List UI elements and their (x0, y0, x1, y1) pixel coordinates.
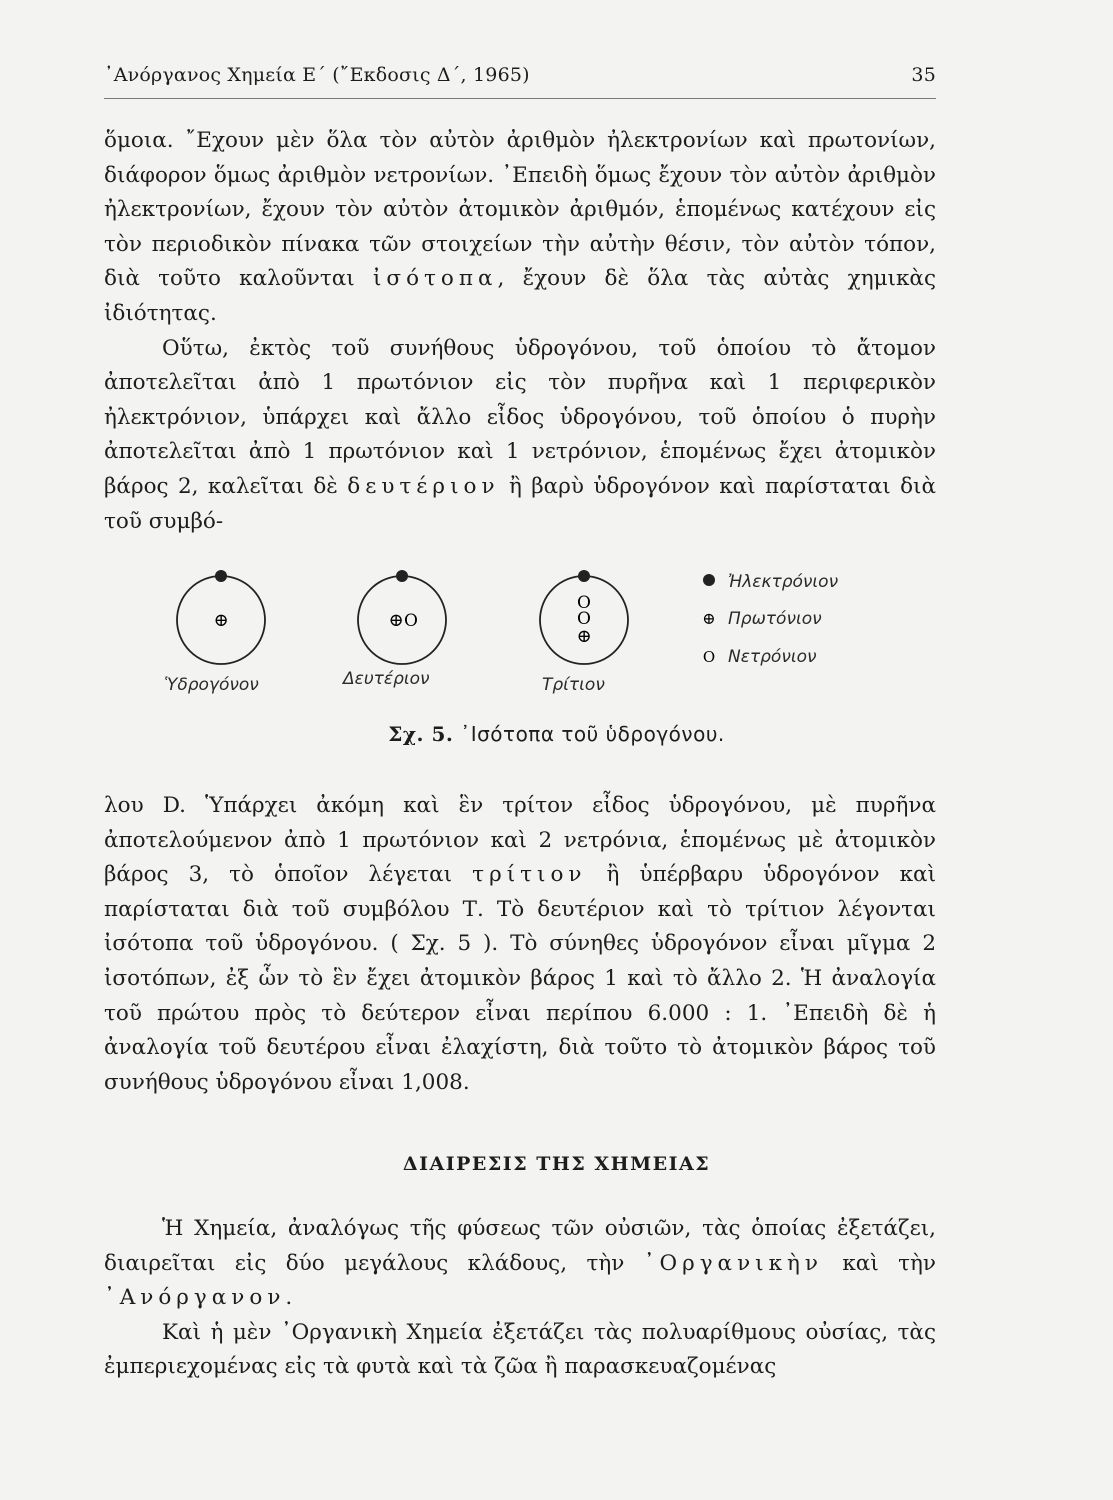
paragraph-1-text: ὅμοια. ῎Εχουν μὲν ὅλα τὸν αὐτὸν ἀριθμὸν ἠλεκτρονίων καὶ πρωτονίων, διάφορον ὅμως ἀριθμὸν νετρονίων. ᾿Επειδὴ ὅμως ἔχουν τὸν αὐτὸν ἀριθμὸν ἠλεκτρονίων, ἔχουν τὸν αὐτὸν ἀτομικὸν ἀριθμόν, ἑπομένως κατέχουν εἰς τὸν περιοδικὸν πίνακα τῶν στοιχείων τὴν αὐτὴν θέσιν, τὸν αὐτὸν τόπον, διὰ τοῦτο καλοῦνται (104, 128, 936, 292)
term-organic: ᾿Οργανικὴν (643, 1250, 823, 1276)
section-title: ΔΙΑΙΡΕΣΙΣ ΤΗΣ ΧΗΜΕΙΑΣ (402, 1153, 711, 1175)
neutron-deuterium: O (404, 611, 418, 631)
body-text-top (104, 124, 936, 539)
paragraph-2 (104, 332, 936, 540)
paragraph-2-text: Οὕτω, ἐκτὸς τοῦ συνήθους ὑδρογόνου, τοῦ ὁποίου τὸ ἄτομον ἀποτελεῖται ἀπὸ 1 πρωτόνιον εἰς τὸν πυρῆνα καὶ 1 περιφερικὸν ἠλεκτρόνιον, ὑπάρχει καὶ ἄλλο εἶδος ὑδρογόνου, τοῦ ὁποίου ὁ πυρὴν ἀποτελεῖται ἀπὸ 1 πρωτόνιον καὶ 1 νετρόνιον, ἑπομένως ἔχει ἀτομικὸν βάρος 2, καλεῖται δὲ (104, 335, 936, 499)
isotope-figure (160, 562, 900, 702)
header-rule (104, 98, 936, 99)
body-text-middle (104, 789, 936, 1100)
term-tritium: τρίτιον (472, 862, 587, 888)
paragraph-4-text: Ἡ Χημεία, ἀναλόγως τῆς φύσεως τῶν οὐσιῶν, τὰς ὁποίας ἐξετάζει, διαιρεῖται εἰς δύο μεγάλους κλάδους, τὴν (104, 1216, 936, 1276)
atom-hydrogen (164, 570, 265, 695)
paragraph-3-text: λου D. Ὑπάρχει ἀκόμη καὶ ἓν τρίτον εἶδος ὑδρογόνου, μὲ πυρῆνα ἀποτελούμενον ἀπὸ 1 πρωτόνιον καὶ 2 νετρόνια, ἑπομένως μὲ ἀτομικὸν βάρος 3, τὸ ὁποῖον λέγεται (104, 793, 936, 888)
neutron-tritium-2: O (577, 609, 591, 629)
term-deuterion: δευτέριον (347, 473, 500, 499)
paragraph-4-mid: καὶ τὴν (842, 1250, 936, 1276)
page-number: 35 (911, 64, 936, 86)
label-deuterium: Δευτέριον (343, 669, 430, 689)
legend-neutron: Νετρόνιον (728, 647, 817, 667)
label-tritium: Τρίτιον (542, 675, 605, 695)
term-isotopa: ἰσότοπα (372, 266, 498, 292)
paragraph-2-text-end: ἢ βαρὺ ὑδρογόνον καὶ παρίσταται διὰ τοῦ συμβό- (104, 473, 936, 534)
electron-hydrogen (215, 570, 227, 582)
paragraph-1-text-end: , ἔχουν δὲ ὅλα τὰς αὐτὰς χημικὰς ἰδιότητας. (104, 266, 936, 326)
legend-neutron-symbol: O (702, 648, 716, 666)
proton-deuterium: ⊕ (388, 610, 404, 631)
legend-proton-symbol: ⊕ (702, 609, 716, 628)
paragraph-4 (104, 1212, 936, 1316)
figure-caption (0, 722, 1113, 746)
label-hydrogen: Ὑδρογόνον (164, 675, 259, 695)
body-text-bottom (104, 1212, 936, 1385)
book-title: ᾿Ανόργανος Χημεία Ε΄ (῎Εκδοσις Δ΄, 1965) (104, 64, 530, 86)
atom-deuterium (341, 570, 446, 689)
legend-electron-symbol (703, 574, 715, 586)
paragraph-1 (104, 124, 936, 332)
electron-tritium (578, 570, 590, 582)
paragraph-3-text-end: ἢ ὑπέρβαρυ ὑδρογόνον καὶ παρίσταται διὰ τοῦ συμβόλου Τ. Τὸ δευτέριον καὶ τὸ τρίτιον λέγονται ἰσότοπα τοῦ ὑδρογόνου. ( Σχ. 5 ). Τὸ σύνηθες ὑδρογόνον εἶναι μῖγμα 2 ἰσοτόπων, ἐξ ὧν τὸ ἓν ἔχει ἀτομικὸν βάρος 1 καὶ τὸ ἄλλο 2. Ἡ ἀναλογία τοῦ πρώτου πρὸς τὸ δεύτερον εἶναι περίπου 6.000 : 1. ᾿Επειδὴ δὲ ἡ ἀναλογία τοῦ δευτέρου εἶναι ἐλαχίστη, διὰ τοῦτο τὸ ἀτομικὸν βάρος τοῦ συνήθους ὑδρογόνου εἶναι 1,008. (104, 862, 937, 1095)
figure-legend (702, 572, 838, 667)
caption-text: ᾿Ισότοπα τοῦ ὑδρογόνου. (460, 722, 725, 746)
atom-tritium (540, 570, 628, 695)
legend-proton: Πρωτόνιον (728, 609, 822, 629)
proton-tritium: ⊕ (576, 626, 592, 647)
term-inorganic: ᾿Ανόργανον. (104, 1285, 298, 1311)
caption-label: Σχ. 5. (388, 722, 454, 746)
legend-electron: Ἠλεκτρόνιον (728, 572, 839, 592)
paragraph-5: Καὶ ἡ μὲν ᾿Οργανικὴ Χημεία ἐξετάζει τὰς πολυαρίθμους οὐσίας, τὰς ἐμπεριεχομένας εἰς τὰ φυτὰ καὶ τὰ ζῶα ἢ παρασκευαζομένας (104, 1319, 936, 1380)
proton-hydrogen: ⊕ (213, 610, 229, 631)
paragraph-3 (104, 789, 936, 1100)
neutron-tritium-1: O (577, 593, 591, 613)
electron-deuterium (396, 570, 408, 582)
